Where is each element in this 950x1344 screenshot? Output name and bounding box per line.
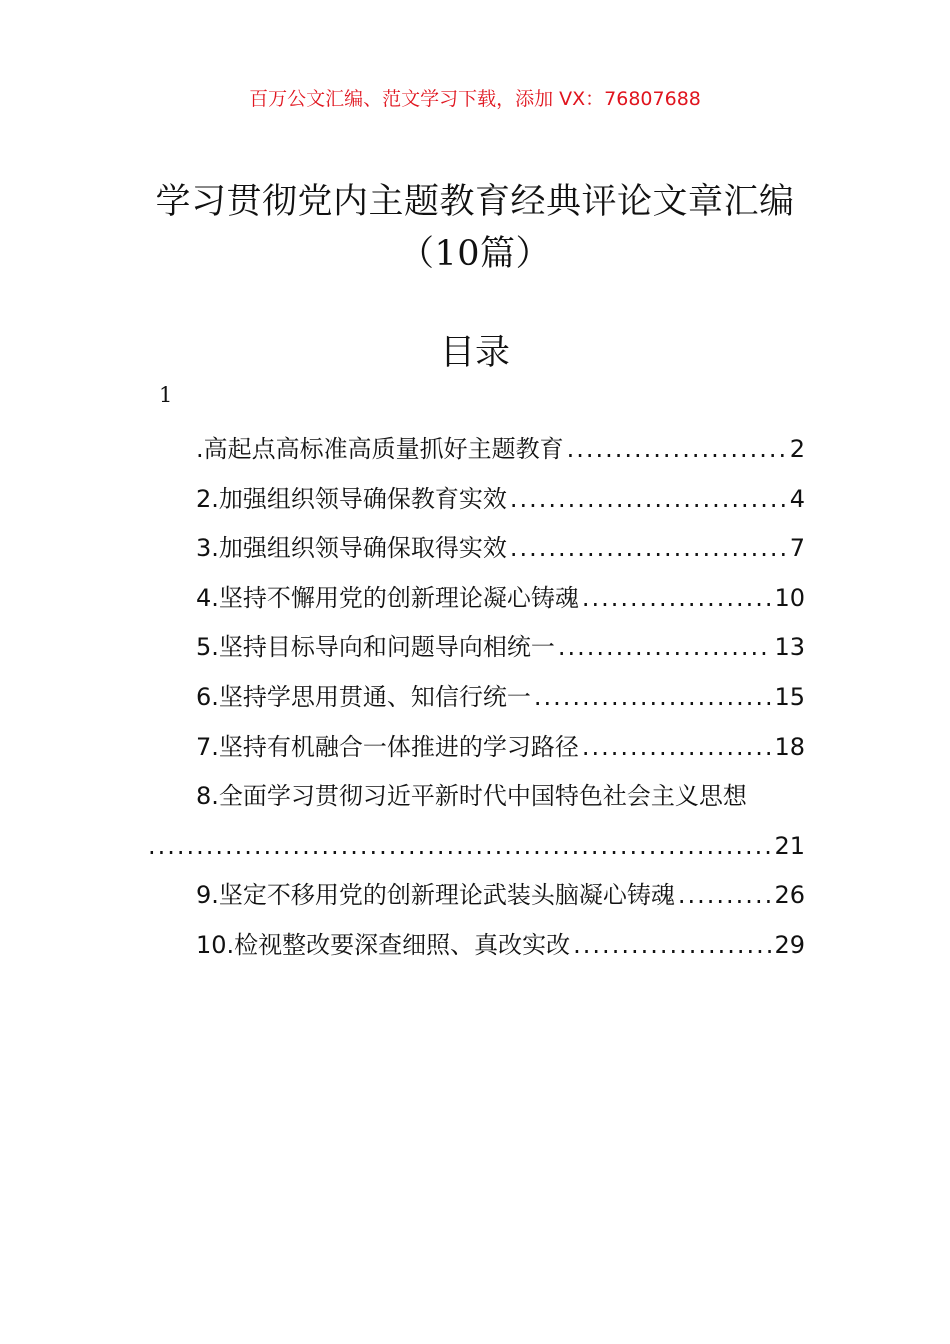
- toc-entry-page: 29: [774, 930, 805, 959]
- toc-entry[interactable]: [145, 475, 805, 525]
- toc-entry-page: 18: [774, 732, 805, 761]
- toc-entry[interactable]: [145, 623, 805, 673]
- toc-heading: 目录: [439, 333, 510, 373]
- toc-entry[interactable]: [145, 524, 805, 574]
- subtitle-open-paren: （: [398, 234, 435, 274]
- toc-entry-page: 2: [789, 435, 805, 463]
- toc-dot-leader: [573, 921, 771, 971]
- toc-entry[interactable]: [145, 921, 805, 971]
- toc-dot-leader: [678, 871, 772, 921]
- toc-dot-leader: [582, 723, 772, 773]
- toc-dot-leader: [558, 623, 772, 673]
- page-number-marker: 1: [159, 383, 173, 407]
- toc-entry-title: 2.加强组织领导确保教育实效: [196, 484, 507, 513]
- toc-dot-leader: [534, 673, 772, 723]
- toc-entry[interactable]: [145, 871, 805, 921]
- subtitle-close-paren: ）: [515, 234, 552, 274]
- toc-dot-leader: [567, 425, 787, 475]
- toc-dot-leader: [510, 475, 787, 525]
- toc-entry-title: 6.坚持学思用贯通、知信行统一: [196, 682, 531, 711]
- toc-entry-title: 7.坚持有机融合一体推进的学习路径: [196, 732, 579, 761]
- toc-entry-title: .高起点高标准高质量抓好主题教育: [196, 435, 564, 463]
- document-title: 学习贯彻党内主题教育经典评论文章汇编: [155, 182, 795, 222]
- toc-entry-page: 13: [774, 633, 805, 662]
- toc-entry-title: 9.坚定不移用党的创新理论武装头脑凝心铸魂: [196, 881, 675, 910]
- toc-entry-title: 4.坚持不懈用党的创新理论凝心铸魂: [196, 583, 579, 612]
- subtitle-unit: 篇: [480, 234, 516, 274]
- toc-entry-page: 4: [789, 484, 805, 513]
- toc-entry-title: 3.加强组织领导确保取得实效: [196, 534, 507, 563]
- toc-entry[interactable]: [145, 574, 805, 624]
- toc-entry-title: 8.全面学习贯彻习近平新时代中国特色社会主义思想: [196, 782, 747, 811]
- toc-entry[interactable]: [145, 723, 805, 773]
- table-of-contents: [145, 425, 805, 971]
- toc-entry[interactable]: [145, 772, 805, 871]
- toc-entry-page: 7: [789, 534, 805, 563]
- toc-entry-title: 10.检视整改要深查细照、真改实改: [196, 930, 571, 959]
- toc-entry-page: 10: [774, 583, 805, 612]
- toc-entry-page: 21: [774, 831, 805, 860]
- toc-entry-page: 15: [774, 682, 805, 711]
- toc-dot-leader: [582, 574, 772, 624]
- subtitle-count: 10: [434, 234, 481, 274]
- document-subtitle: [0, 226, 950, 276]
- promo-header: 百万公文汇编、范文学习下载，添加 VX：76807688: [249, 88, 701, 110]
- toc-dot-leader: [148, 822, 771, 872]
- toc-entry[interactable]: [145, 673, 805, 723]
- toc-entry-title: 5.坚持目标导向和问题导向相统一: [196, 633, 555, 662]
- toc-entry-page: 26: [774, 881, 805, 910]
- toc-entry[interactable]: [145, 425, 805, 475]
- toc-dot-leader: [510, 524, 787, 574]
